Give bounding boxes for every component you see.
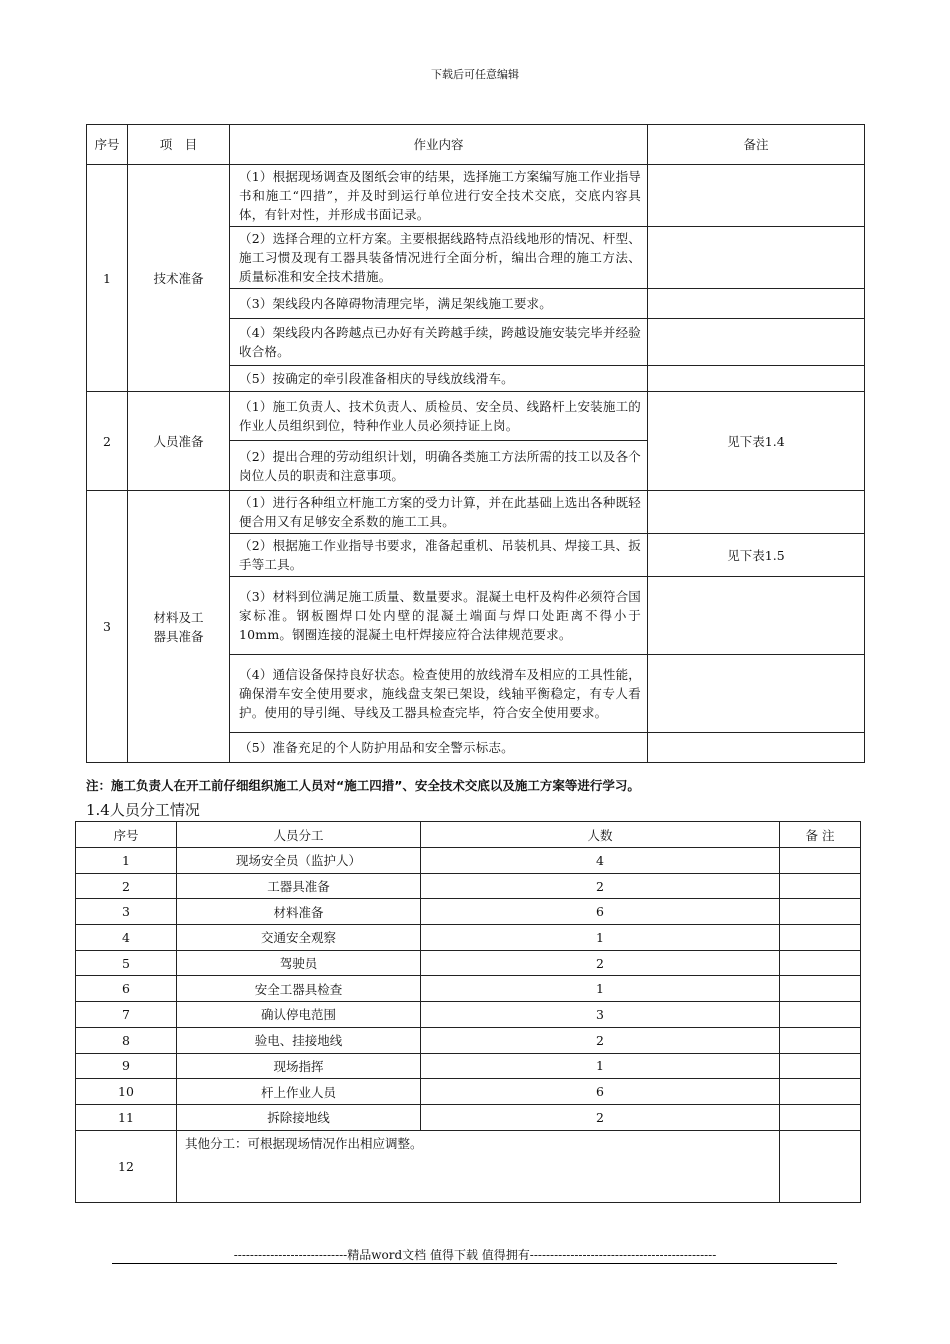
group-no: 3 bbox=[87, 491, 128, 763]
group-item: 人员准备 bbox=[128, 392, 230, 491]
table-row bbox=[87, 165, 865, 227]
content-cell: （4）架线段内各跨越点已办好有关跨越手续，跨越设施安装完毕并经验收合格。 bbox=[230, 319, 648, 366]
row-no: 6 bbox=[76, 976, 177, 1002]
row-count: 1 bbox=[421, 976, 780, 1002]
note-cell bbox=[648, 655, 865, 733]
note-cell bbox=[648, 577, 865, 655]
page-header: 下载后可任意编辑 bbox=[431, 68, 519, 81]
row-count: 2 bbox=[421, 1104, 780, 1130]
header-count: 人数 bbox=[421, 822, 780, 848]
content-cell: （2）提出合理的劳动组织计划，明确各类施工方法所需的技工以及各个岗位人员的职责和注意事项。 bbox=[230, 441, 648, 491]
header-no: 序号 bbox=[87, 125, 128, 165]
row-role: 杆上作业人员 bbox=[177, 1079, 421, 1105]
row-no: 9 bbox=[76, 1053, 177, 1079]
table-row bbox=[76, 1079, 861, 1105]
note-cell bbox=[648, 733, 865, 763]
row-note bbox=[780, 950, 861, 976]
row-role: 工器具准备 bbox=[177, 873, 421, 899]
note-cell: 见下表1.4 bbox=[648, 392, 865, 491]
row-count: 2 bbox=[421, 873, 780, 899]
header-no: 序号 bbox=[76, 822, 177, 848]
note-cell: 见下表1.5 bbox=[648, 534, 865, 577]
table-row bbox=[87, 491, 865, 534]
group-no: 2 bbox=[87, 392, 128, 491]
note-cell bbox=[648, 165, 865, 227]
note-cell bbox=[648, 366, 865, 392]
row-role: 拆除接地线 bbox=[177, 1104, 421, 1130]
row-note bbox=[780, 1002, 861, 1028]
row-no: 1 bbox=[76, 848, 177, 874]
content-cell: （3）架线段内各障碍物清理完毕，满足架线施工要求。 bbox=[230, 289, 648, 319]
table-row bbox=[76, 873, 861, 899]
footer-rule bbox=[112, 1263, 837, 1264]
page-footer: ----------------------------精品word文档 值得下载 值得拥有---------------------------------------------- bbox=[233, 1248, 717, 1262]
row-no: 10 bbox=[76, 1079, 177, 1105]
row-no: 2 bbox=[76, 873, 177, 899]
row-no: 12 bbox=[76, 1130, 177, 1202]
table-row bbox=[76, 848, 861, 874]
content-cell: （2）根据施工作业指导书要求，准备起重机、吊装机具、焊接工具、扳手等工具。 bbox=[230, 534, 648, 577]
row-count: 1 bbox=[421, 1053, 780, 1079]
row-count: 1 bbox=[421, 925, 780, 951]
table-row bbox=[76, 1002, 861, 1028]
row-note bbox=[780, 848, 861, 874]
table-row bbox=[76, 899, 861, 925]
table-header-row bbox=[87, 125, 865, 165]
note-text: 注：施工负责人在开工前仔细组织施工人员对“施工四措”、安全技术交底以及施工方案等进行学习。 bbox=[86, 778, 640, 793]
row-count: 2 bbox=[421, 950, 780, 976]
table-row bbox=[87, 392, 865, 441]
content-cell: （5）准备充足的个人防护用品和安全警示标志。 bbox=[230, 733, 648, 763]
header-note: 备 注 bbox=[780, 822, 861, 848]
row-count: 3 bbox=[421, 1002, 780, 1028]
table-row bbox=[76, 1027, 861, 1053]
content-cell: （4）通信设备保持良好状态。检查使用的放线滑车及相应的工具性能，确保滑车安全使用要求，施线盘支架已架设，线轴平衡稳定，有专人看护。使用的导引绳、导线及工器具检查完毕，符合安全使用要求。 bbox=[230, 655, 648, 733]
row-count: 2 bbox=[421, 1027, 780, 1053]
row-count: 4 bbox=[421, 848, 780, 874]
group-item: 技术准备 bbox=[128, 165, 230, 392]
row-note bbox=[780, 899, 861, 925]
table-row bbox=[76, 950, 861, 976]
row-role: 现场指挥 bbox=[177, 1053, 421, 1079]
other-assignment: 其他分工：可根据现场情况作出相应调整。 bbox=[177, 1130, 780, 1202]
note-cell bbox=[648, 289, 865, 319]
table-row bbox=[76, 925, 861, 951]
note-cell bbox=[648, 319, 865, 366]
row-note bbox=[780, 925, 861, 951]
content-cell: （1）进行各种组立杆施工方案的受力计算，并在此基础上选出各种既轻便合用又有足够安全系数的施工工具。 bbox=[230, 491, 648, 534]
row-note bbox=[780, 1079, 861, 1105]
group-item: 材料及工 器具准备 bbox=[128, 491, 230, 763]
row-note bbox=[780, 1027, 861, 1053]
staff-table bbox=[75, 821, 861, 1203]
content-cell: （2）选择合理的立杆方案。主要根据线路特点沿线地形的情况、杆型、施工习惯及现有工器具装备情况进行全面分析，编出合理的施工方法、质量标准和安全技术措施。 bbox=[230, 227, 648, 289]
content-cell: （3）材料到位满足施工质量、数量要求。混凝土电杆及构件必须符合国家标准。钢板圈焊口处内壁的混凝土端面与焊口处距离不得小于10mm。钢圈连接的混凝土电杆焊接应符合法律规范要求。 bbox=[230, 577, 648, 655]
row-count: 6 bbox=[421, 1079, 780, 1105]
row-no: 4 bbox=[76, 925, 177, 951]
row-note bbox=[780, 1104, 861, 1130]
row-role: 现场安全员（监护人） bbox=[177, 848, 421, 874]
row-role: 验电、挂接地线 bbox=[177, 1027, 421, 1053]
row-role: 安全工器具检查 bbox=[177, 976, 421, 1002]
row-no: 3 bbox=[76, 899, 177, 925]
row-note bbox=[780, 1053, 861, 1079]
section-title: 1.4人员分工情况 bbox=[86, 801, 200, 819]
row-note bbox=[780, 1130, 861, 1202]
row-role: 交通安全观察 bbox=[177, 925, 421, 951]
work-content-table bbox=[86, 124, 865, 763]
group-no: 1 bbox=[87, 165, 128, 392]
row-note bbox=[780, 873, 861, 899]
row-role: 确认停电范围 bbox=[177, 1002, 421, 1028]
row-no: 11 bbox=[76, 1104, 177, 1130]
row-no: 8 bbox=[76, 1027, 177, 1053]
row-no: 5 bbox=[76, 950, 177, 976]
table-row bbox=[76, 1053, 861, 1079]
row-note bbox=[780, 976, 861, 1002]
header-note: 备注 bbox=[648, 125, 865, 165]
row-count: 6 bbox=[421, 899, 780, 925]
content-cell: （5）按确定的牵引段准备相庆的导线放线滑车。 bbox=[230, 366, 648, 392]
table-header-row bbox=[76, 822, 861, 848]
note-cell bbox=[648, 227, 865, 289]
table-row bbox=[76, 976, 861, 1002]
note-cell bbox=[648, 491, 865, 534]
header-item: 项 目 bbox=[128, 125, 230, 165]
content-cell: （1）根据现场调查及图纸会审的结果，选择施工方案编写施工作业指导书和施工“四措”，并及时到运行单位进行安全技术交底，交底内容具体，有针对性，并形成书面记录。 bbox=[230, 165, 648, 227]
row-role: 驾驶员 bbox=[177, 950, 421, 976]
header-content: 作业内容 bbox=[230, 125, 648, 165]
table-row bbox=[76, 1104, 861, 1130]
header-role: 人员分工 bbox=[177, 822, 421, 848]
table-row bbox=[76, 1130, 861, 1202]
row-no: 7 bbox=[76, 1002, 177, 1028]
row-role: 材料准备 bbox=[177, 899, 421, 925]
content-cell: （1）施工负责人、技术负责人、质检员、安全员、线路杆上安装施工的作业人员组织到位，特种作业人员必须持证上岗。 bbox=[230, 392, 648, 441]
